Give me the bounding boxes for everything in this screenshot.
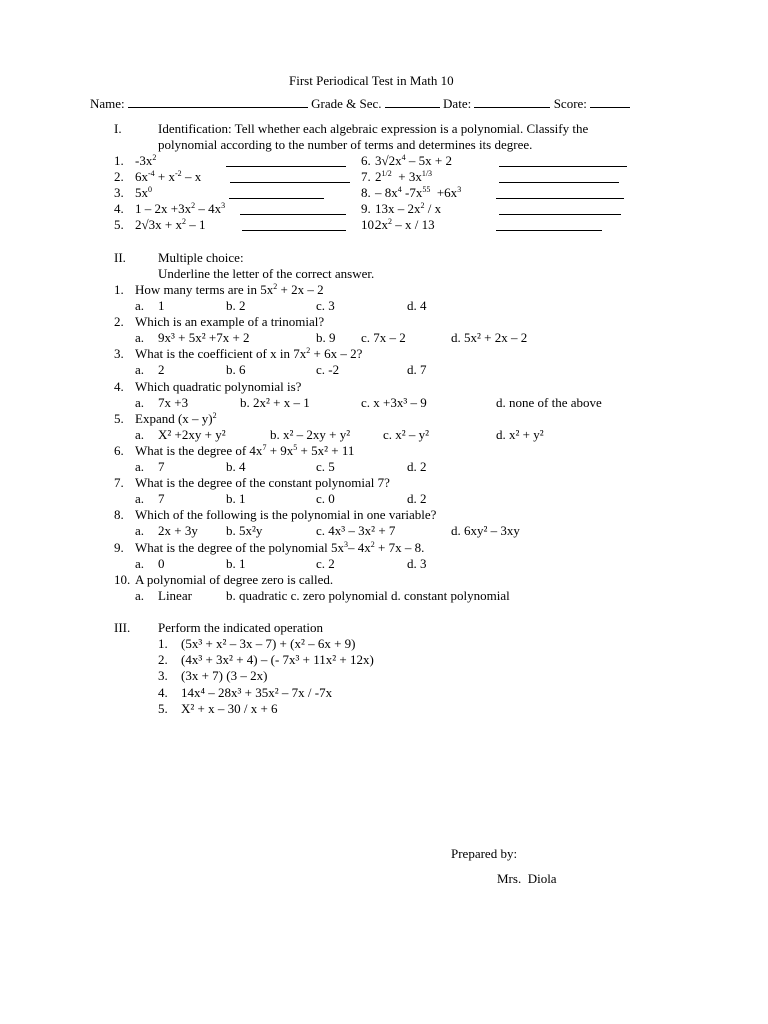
question-text [135,540,424,556]
answer-blank[interactable] [499,155,627,167]
option-c[interactable]: c. 5 [316,459,335,474]
answer-blank[interactable] [499,171,619,183]
expr-part: 2 [375,169,382,184]
expr-part: 2x [375,217,388,232]
expr-superscript: 1/3 [421,169,433,178]
question-part: – 4x [348,539,371,555]
section2-heading: Multiple choice: [158,250,244,265]
expr-superscript: -2 [175,169,182,178]
operation-number: 4. [158,684,168,700]
option-a-text: 7 [158,459,165,474]
expr-part: 6x [135,169,148,184]
name-blank[interactable] [128,96,308,108]
question-superscript: 5 [293,443,298,452]
question-text [135,346,362,362]
option-b[interactable]: b. 6 [226,362,246,378]
identification-item-number: 7. [361,169,371,184]
question-text [135,411,217,427]
question-number: 4. [114,378,124,394]
question-number: 9. [114,539,124,555]
expr-part: + x [154,169,176,184]
expr-superscript: 2 [420,201,425,210]
option-c[interactable]: c. -2 [316,362,340,378]
option-a-text: X² +2xy + y² [158,426,226,442]
identification-item-number: 6. [361,153,371,168]
identification-item-expression [135,185,152,201]
expr-part: – x / 13 [392,217,435,232]
identification-item-number: 3. [114,185,124,200]
question-part: What is the degree of 4x [135,443,263,458]
question-number: 7. [114,475,124,491]
option-a-text: 1 [158,298,165,313]
option-b[interactable]: b. 2x² + x – 1 [240,394,310,410]
name-label: Name: [90,96,125,111]
question-text [135,443,354,459]
option-a-letter[interactable]: a. [135,298,145,313]
question-number: 8. [114,507,124,523]
section1-instruction-1: Identification: Tell whether each algebraic expression is a polynomial. Classify the [158,121,589,136]
option-a-letter[interactable]: a. [135,426,145,442]
option-a-text: 7 [158,491,165,507]
option-a-letter[interactable]: a. [135,523,145,539]
answer-blank[interactable] [229,187,324,199]
operation-number: 3. [158,668,168,684]
option-a-text: 2x + 3y [158,523,198,539]
question-part: Which is an example of a trinomial? [135,314,325,330]
identification-item-expression [375,201,441,217]
option-d[interactable]: d. 6xy² – 3xy [451,523,520,539]
section2-numeral: II. [114,250,126,265]
expr-part: / x [424,201,442,216]
expr-superscript: 0 [148,185,152,194]
option-a-letter[interactable]: a. [135,491,145,507]
option-a-text: 2 [158,362,165,378]
section1-instruction-2: polynomial according to the number of terms and determines its degree. [158,137,533,152]
identification-item-expression [375,153,452,169]
answer-blank[interactable] [240,203,346,215]
identification-item-number: 8. [361,185,371,200]
question-superscript: 7 [262,443,267,452]
answer-blank[interactable] [496,187,624,199]
grade-label: Grade & Sec. [311,96,382,111]
option-c[interactable]: c. 4x³ – 3x² + 7 [316,523,396,539]
question-part: Which quadratic polynomial is? [135,378,302,394]
option-b[interactable]: b. x² – 2xy + y² [270,426,351,442]
question-text [135,379,301,395]
operation-expression: (4x³ + 3x² + 4) – (- 7x³ + 11x² + 12x) [181,652,374,668]
expr-part: 13x – 2x [375,201,421,216]
prepared-by-label: Prepared by: [451,846,518,861]
option-d[interactable]: d. 4 [407,298,427,313]
section3-heading: Perform the indicated operation [158,620,323,635]
option-c[interactable]: c. 3 [316,298,335,313]
option-b[interactable]: b. 9 [316,330,336,346]
expr-part: +6x [430,185,458,200]
question-part: How many terms are in 5x [135,282,274,297]
section3-numeral: III. [114,620,131,635]
option-b[interactable]: b. 1 [226,491,246,507]
expr-part: 3√2x [375,153,402,168]
option-c[interactable]: c. x² – y² [383,426,430,442]
option-c[interactable]: c. x +3x³ – 9 [361,394,427,410]
date-blank[interactable] [474,96,550,108]
option-a-text: Linear [158,587,192,603]
option-a-letter[interactable]: a. [135,459,145,474]
answer-blank[interactable] [499,203,621,215]
question-part: + 9x [266,443,294,458]
identification-item-expression [375,185,461,201]
expr-superscript: 4 [397,185,402,194]
option-d[interactable]: d. 5x² + 2x – 2 [451,330,528,346]
option-c[interactable]: c. 7x – 2 [361,330,406,346]
question-text [135,314,324,330]
grade-blank[interactable] [385,96,440,108]
expr-part: – x [181,169,202,184]
question-number: 10. [114,571,131,587]
expr-part: – 1 [185,217,206,232]
expr-part: + 3x [391,169,422,184]
expr-superscript: 2 [388,217,392,226]
question-superscript: 3 [344,539,349,549]
answer-blank[interactable] [226,155,346,167]
option-b[interactable]: b. 1 [226,555,246,571]
identification-item-number: 10. [361,217,378,232]
operation-expression: (5x³ + x² – 3x – 7) + (x² – 6x + 9) [181,636,356,651]
operation-expression: (3x + 7) (3 – 2x) [181,668,268,684]
identification-item-number: 5. [114,217,124,232]
question-part: Expand (x – y) [135,410,213,426]
option-a-text: 7x +3 [158,394,189,410]
question-number: 1. [114,282,124,297]
question-part: A polynomial of degree zero is called. [135,571,334,587]
question-number: 3. [114,346,124,362]
expr-part: – 4x [195,201,222,216]
expr-superscript: 4 [401,153,406,162]
question-superscript: 2 [212,410,217,420]
question-text [135,475,390,491]
question-number: 6. [114,443,124,458]
answer-blank[interactable] [230,171,350,183]
option-d[interactable]: d. 3 [407,555,427,571]
answer-blank[interactable] [496,219,602,231]
option-b[interactable]: b. 4 [226,459,246,474]
option-d[interactable]: d. 7 [407,362,427,378]
identification-item-number: 1. [114,153,124,168]
option-b[interactable]: b. quadratic c. zero polynomial d. constant polynomial [226,587,510,603]
identification-item-expression [375,217,435,233]
header-line [90,96,630,112]
option-a-letter[interactable]: a. [135,362,145,378]
expr-superscript: 2 [181,217,186,226]
option-d[interactable]: d. x² + y² [496,426,544,442]
identification-item-expression [135,153,156,169]
expr-superscript: 3 [457,185,462,194]
expr-part: – 8x [375,185,398,200]
identification-item-expression [135,169,201,185]
question-part: Which of the following is the polynomial in one variable? [135,507,437,523]
answer-blank[interactable] [242,219,346,231]
question-part: + 7x – 8. [374,539,425,555]
expr-part: 5x [135,185,148,200]
expr-superscript: 55 [422,185,431,194]
teacher-name: Mrs. Diola [497,871,557,886]
date-label: Date: [443,96,472,111]
question-superscript: 2 [370,539,375,549]
option-d[interactable]: d. none of the above [496,394,602,410]
option-a-letter[interactable]: a. [135,555,145,571]
identification-item-expression [135,217,205,233]
question-text [135,282,324,298]
expr-part: 1 – 2x +3x [135,201,192,216]
question-part: What is the degree of the constant polynomial 7? [135,475,390,491]
operation-expression: 14x⁴ – 28x³ + 35x² – 7x / -7x [181,684,333,700]
question-text [135,572,333,588]
option-a-text: 0 [158,555,165,571]
page-title: First Periodical Test in Math 10 [289,73,454,88]
question-number: 5. [114,410,124,426]
option-c[interactable]: c. 0 [316,491,335,507]
question-number: 2. [114,314,124,330]
identification-item-expression [135,201,225,217]
expr-superscript: 3 [221,201,226,210]
expr-part: -3x [135,153,153,168]
question-part: What is the coefficient of x in 7x [135,346,307,362]
question-part: + 6x – 2? [310,346,363,362]
operation-expression: X² + x – 30 / x + 6 [181,700,278,716]
question-text [135,507,436,523]
question-superscript: 2 [273,282,278,291]
expr-part: – 5x + 2 [405,153,452,168]
expr-superscript: 1/2 [381,169,392,178]
question-part: + 2x – 2 [277,282,324,297]
identification-item-expression [375,169,432,185]
option-c[interactable]: c. 2 [316,555,335,571]
operation-number: 5. [158,700,168,716]
section1-numeral: I. [114,121,122,136]
expr-superscript: -4 [148,169,155,178]
identification-item-number: 9. [361,201,371,216]
expr-superscript: 2 [191,201,196,210]
expr-part: 2√3x + x [135,217,182,232]
option-a-letter[interactable]: a. [135,394,145,410]
option-a-letter[interactable]: a. [135,330,145,346]
score-blank[interactable] [590,96,630,108]
option-a-letter[interactable]: a. [135,587,145,603]
expr-superscript: 2 [152,153,157,162]
option-d[interactable]: d. 2 [407,459,427,474]
option-b[interactable]: b. 5x²y [226,523,263,539]
option-a-text: 9x³ + 5x² +7x + 2 [158,330,250,346]
question-superscript: 2 [306,346,311,356]
identification-item-number: 2. [114,169,124,184]
score-label: Score: [553,96,587,111]
question-part: What is the degree of the polynomial 5x [135,539,345,555]
operation-number: 1. [158,636,168,651]
option-b[interactable]: b. 2 [226,298,246,313]
identification-item-number: 4. [114,201,124,216]
expr-part: -7x [401,185,423,200]
operation-number: 2. [158,652,168,668]
section2-instruction: Underline the letter of the correct answer. [158,266,375,281]
option-d[interactable]: d. 2 [407,491,427,507]
question-part: + 5x² + 11 [297,443,355,458]
